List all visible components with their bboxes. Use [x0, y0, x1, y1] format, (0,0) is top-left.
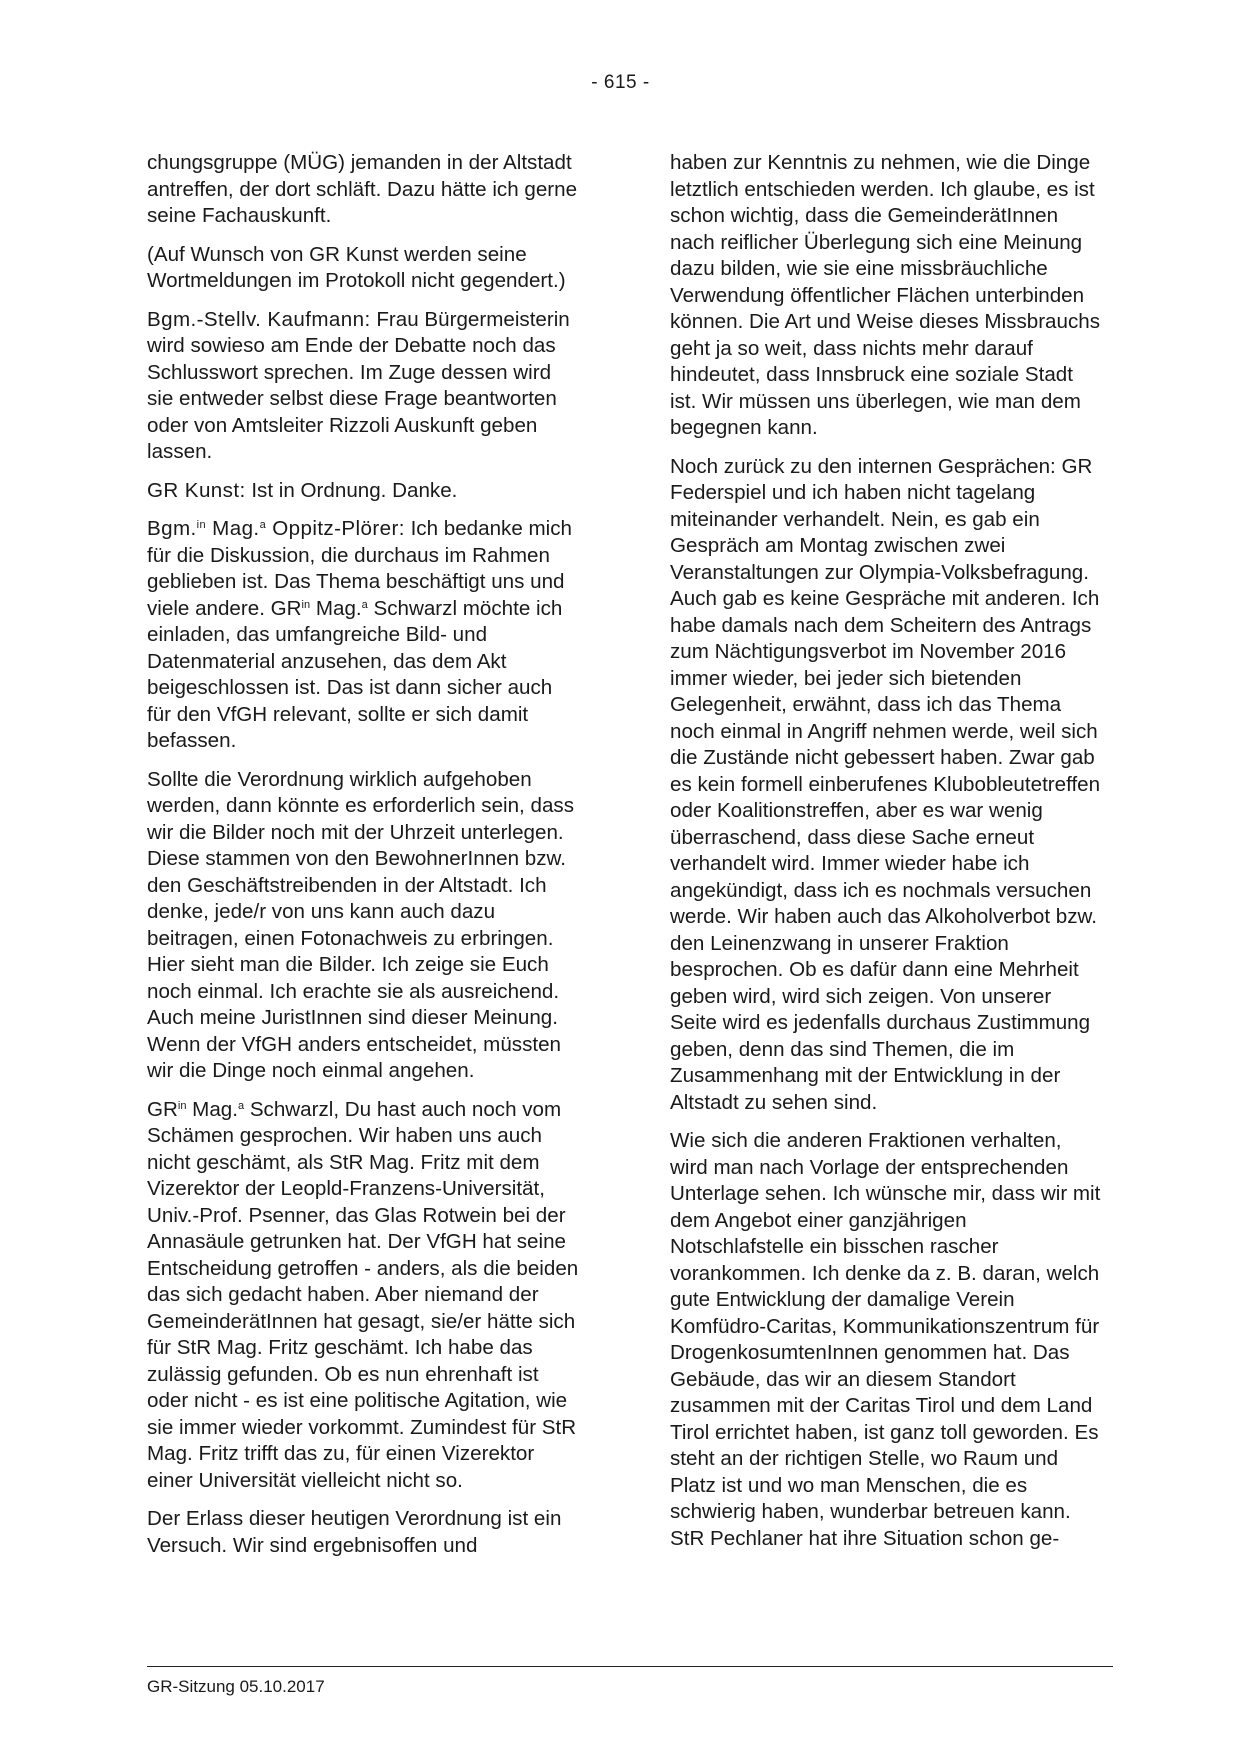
- page-number: - 615 -: [591, 72, 650, 93]
- paragraph-text: Frau Bürgermeisterin wird sowieso am Ende der Debatte noch das Schlusswort sprechen. Im Zuge dessen wird sie entweder selbst diese Frage beantworten oder von Amtsleiter Rizzoli Auskunft geben lassen.: [147, 307, 570, 463]
- paragraph: [147, 478, 579, 505]
- paragraph-text: Ist in Ordnung. Danke.: [245, 478, 458, 502]
- paragraph: Sollte die Verordnung wirklich aufgehoben werden, dann könnte es erforderlich sein, dass wir die Bilder noch mit der Uhrzeit unterlegen. Diese stammen von den BewohnerInnen bzw. den Geschäftstreibenden in der Altstadt. Ich denke, jede/r von uns kann auch dazu beitragen, einen Fotonachweis zu erbringen. Hier sieht man die Bilder. Ich zeige sie Euch noch einmal. Ich erachte sie als ausreichend. Auch meine JuristInnen sind dieser Meinung. Wenn der VfGH anders entscheidet, müssten wir die Dinge noch einmal angehen.: [147, 767, 574, 1082]
- paragraph: Wie sich die anderen Fraktionen verhalten, wird man nach Vorlage der entsprechenden Unterlage sehen. Ich wünsche mir, dass wir mit dem Angebot einer ganzjährigen Notschlafstelle ein bisschen rascher vorankommen. Ich denke da z. B. daran, welch gute Entwicklung der damalige Verein Komfüdro-Caritas, Kommunikationszentrum für DrogenkosumtenInnen genommen hat. Das Gebäude, das wir an diesem Standort zusammen mit der Caritas Tirol und dem Land Tirol errichtet haben, ist ganz toll geworden. Es steht an der richtigen Stelle, wo Raum und Platz ist und wo man Menschen, die es schwierig haben, wunderbar betreuen kann. StR Pechlaner hat ihre Situation schon ge-: [670, 1129, 1101, 1550]
- paragraph: Noch zurück zu den internen Gesprächen: GR Federspiel und ich haben nicht tagelang miteinander verhandelt. Nein, es gab ein Gespräch am Montag zwischen zwei Veranstaltungen zur Olympia-Volksbefragung. Auch gab es keine Gespräche mit anderen. Ich habe damals nach dem Scheitern des Antrags zum Nächtigungsverbot im November 2016 immer wieder, bei jeder sich bietenden Gelegenheit, erwähnt, dass ich das Thema noch einmal in Angriff nehmen werde, weil sich die Zustände nicht gebessert haben. Zwar gab es kein formell einberufenes Klubobleutetreffen oder Koalitionstreffen, aber es war wenig überraschend, dass diese Sache erneut verhandelt wird. Immer wieder habe ich angekündigt, dass ich es nochmals versuchen werde. Wir haben auch das Alkoholverbot bzw. den Leinenzwang in unserer Fraktion besprochen. Ob es dafür dann eine Mehrheit geben wird, wird sich zeigen. Von unserer Seite wird es jedenfalls durchaus Zustimmung geben, denn das sind Themen, die im Zusammenhang mit der Entwicklung in der Altstadt zu sehen sind.: [670, 454, 1101, 1114]
- paragraph: (Auf Wunsch von GR Kunst werden seine Wortmeldungen im Protokoll nicht gegendert.): [147, 242, 566, 292]
- paragraph: Der Erlass dieser heutigen Verordnung ist ein Versuch. Wir sind ergebnisoffen und: [147, 1507, 562, 1557]
- paragraph: [147, 307, 579, 466]
- footer-session-date: GR-Sitzung 05.10.2017: [147, 1677, 325, 1696]
- footer-divider: [147, 1666, 1113, 1667]
- paragraph: Bgm.$^{in}$ Mag.$^a$ Oppitz-Plörer: Ich bedanke mich für die Diskussion, die durchaus im Rahmen geblieben ist. Das Thema beschäftigt uns und viele andere. $GR^{in}$ Mag.$^a$ Schwarzl möchte ich einladen, das umfangreiche Bild- und Datenmaterial anzusehen, das dem Akt beigeschlossen ist. Das ist dann sicher auch für den VfGH relevant, sollte er sich damit befassen.: [147, 517, 572, 752]
- right-column: [670, 150, 1102, 1564]
- speaker-name: GR Kunst:: [147, 478, 246, 502]
- speaker-name: Bgm.-Stellv. Kaufmann:: [147, 307, 371, 331]
- paragraph: chungsgruppe (MÜG) jemanden in der Altstadt antreffen, der dort schläft. Dazu hätte ich gerne seine Fachauskunft.: [147, 151, 578, 227]
- paragraph: $GR^{in}$ Mag.$^a$ Schwarzl, Du hast auch noch vom Schämen gesprochen. Wir haben uns auch nicht geschämt, als StR Mag. Fritz mit dem Vizerektor der Leopld-Franzens-Universität, Univ.-Prof. Psenner, das Glas Rotwein bei der Annasäule getrunken hat. Der VfGH hat seine Entscheidung getroffen - anders, als die beiden das sich gedacht haben. Aber niemand der GemeinderätInnen hat gesagt, sie/er hätte sich für StR Mag. Fritz geschämt. Ich habe das zulässig gefunden. Ob es nun ehrenhaft ist oder nicht - es ist eine politische Agitation, wie sie immer wieder vorkommt. Zumindest für StR Mag. Fritz trifft das zu, für einen Vizerektor einer Universität vielleicht nicht so.: [147, 1097, 579, 1492]
- paragraph-text: Ich bedanke mich für die Diskussion, die durchaus im Rahmen geblieben ist. Das Thema beschäftigt uns und viele andere. GR: [147, 517, 572, 620]
- left-column: [147, 150, 579, 1571]
- paragraph: haben zur Kenntnis zu nehmen, wie die Dinge letztlich entschieden werden. Ich glaube, es ist schon wichtig, dass die GemeinderätInnen nach reiflicher Überlegung sich eine Meinung dazu bilden, wie sie eine missbräuchliche Verwendung öffentlicher Flächen unterbinden können. Die Art und Weise dieses Missbrauchs geht ja so weit, dass nichts mehr darauf hindeutet, dass Innsbruck eine soziale Stadt ist. Wir müssen uns überlegen, wie man dem begegnen kann.: [670, 151, 1101, 439]
- speaker-name: Bgm.$^{in}$ Mag.$^a$ Oppitz-Plörer:: [147, 517, 405, 540]
